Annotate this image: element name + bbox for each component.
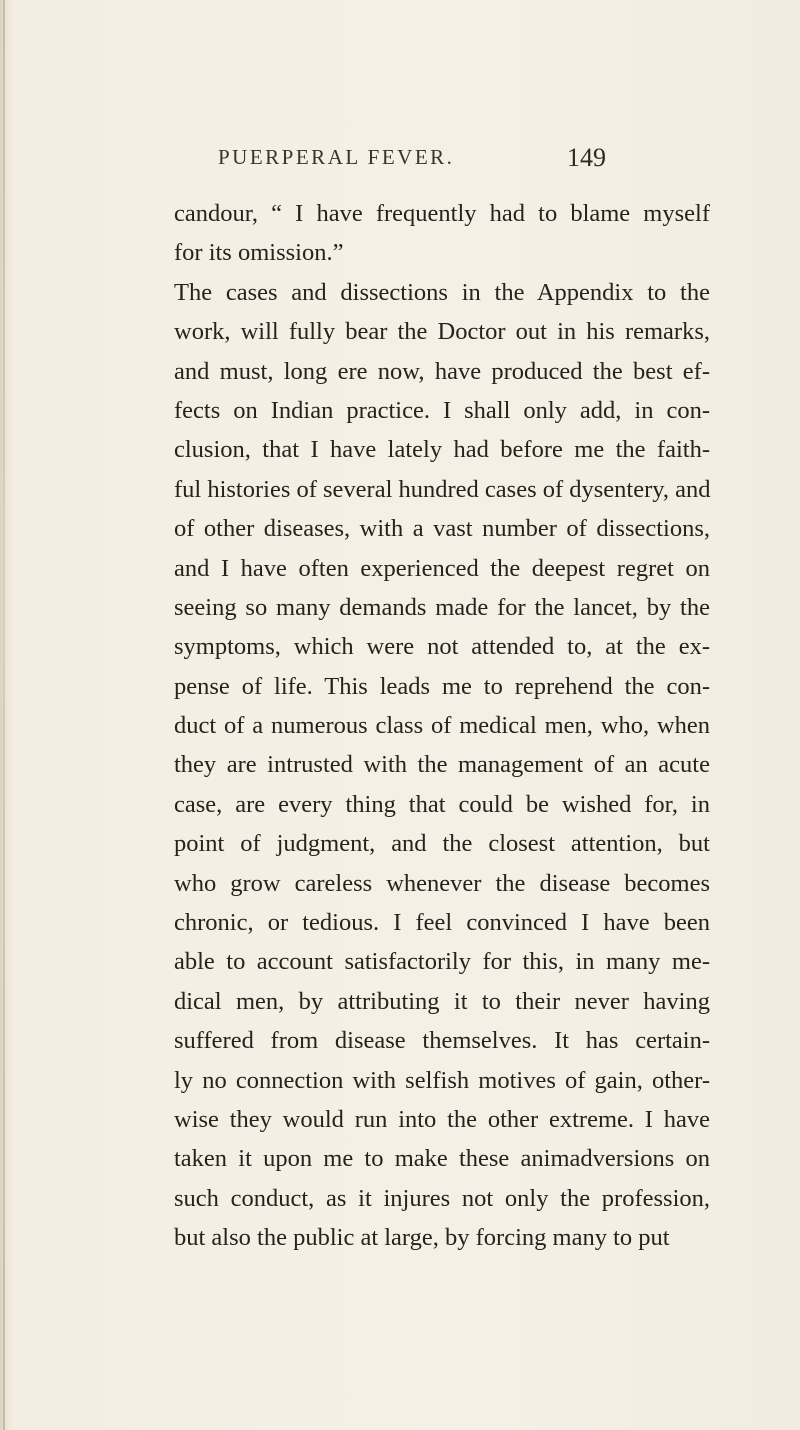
- text-line: who grow careless whenever the disease becomes: [174, 869, 710, 897]
- text-line: but also the public at large, by forcing many to put: [174, 1224, 670, 1252]
- text-line: The cases and dissections in the Appendix to the: [174, 278, 710, 306]
- text-line: ly no connection with selfish motives of gain, other-: [174, 1066, 710, 1094]
- text-line: they are intrusted with the management of an acute: [174, 751, 710, 779]
- page-header: [0, 143, 800, 175]
- text-line: seeing so many demands made for the lancet, by the: [174, 593, 710, 621]
- text-line: chronic, or tedious. I feel convinced I have been: [174, 909, 710, 937]
- text-line: pense of life. This leads me to reprehend the con-: [174, 672, 710, 700]
- text-line: symptoms, which were not attended to, at the ex-: [174, 633, 710, 661]
- text-line: for its omission.”: [174, 239, 344, 267]
- running-head: PUERPERAL FEVER.: [218, 145, 455, 169]
- text-line: case, are every thing that could be wished for, in: [174, 790, 710, 818]
- text-line: dical men, by attributing it to their never having: [174, 987, 710, 1015]
- text-line: taken it upon me to make these animadversions on: [174, 1145, 710, 1173]
- text-line: able to account satisfactorily for this, in many me-: [174, 948, 710, 976]
- text-line: duct of a numerous class of medical men, who, when: [174, 712, 710, 740]
- text-line: fects on Indian practice. I shall only add, in con-: [174, 396, 710, 424]
- text-line: wise they would run into the other extreme. I have: [174, 1105, 710, 1133]
- text-line: and must, long ere now, have produced the best ef-: [174, 357, 710, 385]
- text-line: clusion, that I have lately had before me the faith-: [174, 436, 710, 464]
- text-line: work, will fully bear the Doctor out in his remarks,: [174, 318, 710, 346]
- body-text: [174, 194, 710, 1258]
- text-line: suffered from disease themselves. It has certain-: [174, 1027, 710, 1055]
- text-line: of other diseases, with a vast number of dissections,: [174, 515, 710, 543]
- text-line: such conduct, as it injures not only the profession,: [174, 1184, 710, 1212]
- text-line: candour, “ I have frequently had to blame myself: [174, 200, 710, 227]
- text-line: ful histories of several hundred cases of dysentery, and: [174, 475, 711, 503]
- page-number: 149: [567, 143, 606, 172]
- text-line: point of judgment, and the closest attention, but: [174, 830, 710, 858]
- binding-gutter: [3, 0, 5, 1430]
- text-line: and I have often experienced the deepest regret on: [174, 554, 710, 582]
